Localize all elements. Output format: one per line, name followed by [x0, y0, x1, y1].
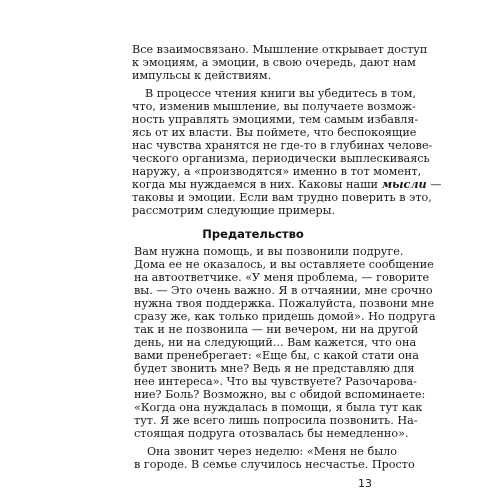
paragraph-first-line: Она звонит через неделю: «Меня не было: [147, 445, 397, 458]
text-line: будет звонить мне? Ведь я не представляю для: [134, 362, 415, 375]
text-line: нас чувства хранятся не где-то в глубинах челове-: [132, 139, 433, 152]
text-line: вами пренебрегает: «Еще бы, с какой стати она: [134, 349, 419, 362]
text-line: нужна твоя поддержка. Пожалуйста, позвони мне: [134, 297, 435, 310]
text-line: сразу же, как только придешь домой». Но подруга: [134, 310, 436, 323]
text-line-with-emphasis: [132, 177, 442, 191]
text-line: Дома ее не оказалось, и вы оставляете сообщение: [134, 258, 434, 271]
text-line: Вам нужна помощь, и вы позвонили подруге.: [134, 245, 404, 258]
paragraph-first-line: В процессе чтения книги вы убедитесь в том,: [145, 87, 416, 100]
text-line: вы. — Это очень важно. Я в отчаянии, мне срочно: [134, 284, 433, 297]
text-line: тут. Я же всего лишь попросила позвонить. На-: [134, 414, 418, 427]
text-line: что, изменив мышление, вы получаете возмож-: [132, 100, 416, 113]
text-line: ческого организма, периодически выплескиваясь: [132, 152, 430, 165]
text-line: Все взаимосвязано. Мышление открывает доступ: [132, 43, 428, 56]
text-line: таковы и эмоции. Если вам трудно поверить в это,: [132, 191, 432, 204]
text-line: так и не позвонила — ни вечером, ни на другой: [134, 323, 419, 336]
text-line: импульсы к действиям.: [132, 69, 272, 82]
text-fragment: когда мы нуждаемся в них. Каковы наши: [132, 178, 382, 191]
text-line: день, ни на следующий... Вам кажется, что она: [134, 336, 417, 349]
text-line: на автоответчике. «У меня проблема, — говорите: [134, 271, 430, 284]
text-line: «Когда она нуждалась в помощи, я была тут как: [134, 401, 423, 414]
text-line: нее интереса». Что вы чувствуете? Разочарова-: [134, 375, 417, 388]
emphasis-word: мысли: [381, 177, 427, 191]
section-heading: Предательство: [202, 227, 304, 241]
text-line: стоящая подруга отозвалась бы немедленно».: [134, 427, 409, 440]
text-line: рассмотрим следующие примеры.: [132, 204, 336, 217]
text-line: к эмоциям, а эмоции, в свою очередь, дают нам: [132, 56, 416, 69]
text-line: ясь от их власти. Вы поймете, что беспокоящие: [132, 126, 417, 139]
text-line: ние? Боль? Возможно, вы с обидой вспоминаете:: [134, 388, 426, 401]
text-line: наружу, а «производятся» именно в тот момент,: [132, 165, 422, 178]
text-line: ность управлять эмоциями, тем самым избавля-: [132, 113, 419, 126]
text-fragment: —: [426, 178, 442, 191]
page-number: 13: [358, 477, 372, 490]
text-line: в городе. В семье случилось несчастье. Просто: [134, 458, 415, 471]
